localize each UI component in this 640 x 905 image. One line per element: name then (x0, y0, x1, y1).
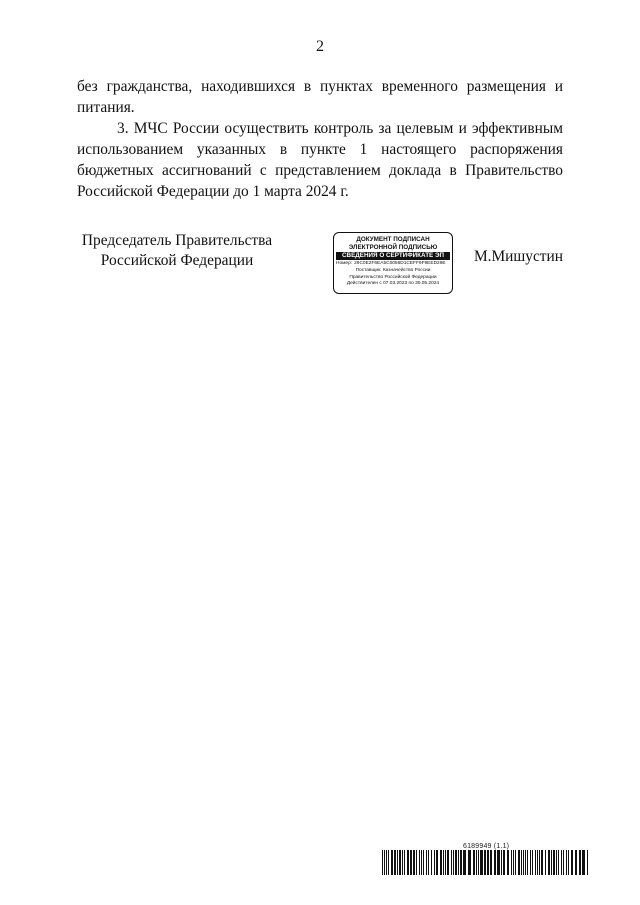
barcode-bar (582, 850, 585, 875)
barcode-bar (397, 850, 398, 875)
barcode-bar (566, 850, 567, 875)
barcode-bar (525, 850, 526, 875)
barcode-bar (579, 850, 581, 875)
barcode-bar (511, 850, 512, 875)
barcode-bar (453, 850, 454, 875)
barcode-bar (386, 850, 387, 875)
barcode-bar (468, 850, 471, 875)
barcode-bar (394, 850, 396, 875)
barcode-bar (518, 850, 520, 875)
barcode-bar (521, 850, 522, 875)
barcode-bar (568, 850, 569, 875)
barcode-bar (455, 850, 457, 875)
barcode-bar (460, 850, 462, 875)
barcode-bar (458, 850, 459, 875)
barcode-bar (532, 850, 533, 875)
barcode-bar (548, 850, 550, 875)
barcode-bar (382, 850, 383, 875)
barcode-bar (384, 850, 385, 875)
paragraph-item-3: 3. МЧС России осуществить контроль за целевым и эффективным использованием указанных в пункте 1 настоящего распоряжения бюджетных ассигнований с представлением доклада в Правительство Российской Федерации до 1 марта 2024 г. (77, 120, 563, 200)
stamp-certificate-number (334, 261, 452, 268)
barcode-bar (391, 850, 393, 875)
stamp-title-line1: ДОКУМЕНТ ПОДПИСАН (356, 236, 430, 243)
barcode-bar (426, 850, 427, 875)
barcode-image (382, 850, 591, 875)
barcode-bar (515, 850, 516, 875)
barcode-bar (551, 850, 552, 875)
electronic-signature-stamp (333, 232, 453, 294)
stamp-number-value: 29C0E2F6EA5C0056D1CEFF9F9EED29E (354, 261, 446, 266)
barcode-bar (541, 850, 543, 875)
barcode-bar (513, 850, 514, 875)
barcode-bar (484, 850, 486, 875)
stamp-validity: Действителен с 07.03.2023 по 30.05.2024 (346, 281, 440, 287)
barcode-bar (571, 850, 573, 875)
stamp-title-line2: ЭЛЕКТРОННОЙ ПОДПИСЬЮ (348, 243, 438, 251)
barcode-bar (563, 850, 564, 875)
barcode-bar (535, 850, 536, 875)
barcode-bar (440, 850, 442, 875)
barcode-bar (443, 850, 444, 875)
barcode-bar (463, 850, 466, 875)
barcode-bar (497, 850, 500, 875)
stamp-issuer: Поставщик: Казначейство России (355, 267, 431, 273)
page-number: 2 (316, 38, 324, 55)
barcode-bar (410, 850, 412, 875)
signatory-position (77, 231, 277, 271)
barcode-bar (556, 850, 557, 875)
barcode-bar (445, 850, 446, 875)
barcode-bar (561, 850, 562, 875)
barcode-bar (553, 850, 555, 875)
barcode-bar (434, 850, 435, 875)
signatory-name: М.Мишустин (473, 248, 563, 265)
barcode-bar (494, 850, 496, 875)
barcode-caption: 6189949 (1.1) (463, 843, 510, 850)
barcode-bar (407, 850, 409, 875)
barcode-bar (473, 850, 475, 875)
barcode-bar (523, 850, 524, 875)
barcode-bar (537, 850, 538, 875)
barcode-bar (480, 850, 483, 875)
barcode-bar (476, 850, 477, 875)
barcode-bar (416, 850, 417, 875)
barcode-bar (436, 850, 438, 875)
barcode-bar (539, 850, 540, 875)
barcode-bar (501, 850, 502, 875)
barcode-bar (413, 850, 415, 875)
body-text (77, 76, 563, 202)
barcode-bar (404, 850, 405, 875)
barcode-bar (421, 850, 422, 875)
stamp-number-label: Номер: (336, 261, 353, 266)
barcode-bar (447, 850, 449, 875)
barcode-bar (558, 850, 559, 875)
barcode-bar (587, 850, 588, 875)
barcode-bar (527, 850, 528, 875)
barcode-bar (402, 850, 403, 875)
signatory-position-line1: Председатель Правительства (81, 232, 273, 249)
barcode-bar (423, 850, 424, 875)
barcode-bar (431, 850, 432, 875)
barcode-bar (575, 850, 577, 875)
barcode-bar (419, 850, 420, 875)
barcode-bar (478, 850, 479, 875)
barcode-bar (490, 850, 492, 875)
barcode-bar (487, 850, 489, 875)
barcode-bar (545, 850, 546, 875)
paragraph-continuation: без гражданства, находившихся в пунктах временного размещения и питания. (77, 78, 563, 116)
barcode-bar (388, 850, 389, 875)
barcode-bar (428, 850, 429, 875)
stamp-owner: Правительство Российской Федерации (349, 274, 437, 280)
barcode-bar (503, 850, 505, 875)
stamp-certificate-header: СВЕДЕНИЯ О СЕРТИФИКАТЕ ЭП (336, 252, 450, 260)
barcode-bar (451, 850, 452, 875)
barcode-bar (530, 850, 531, 875)
signatory-position-line2: Российской Федерации (100, 252, 254, 269)
barcode-bar (507, 850, 509, 875)
barcode-bar (399, 850, 401, 875)
